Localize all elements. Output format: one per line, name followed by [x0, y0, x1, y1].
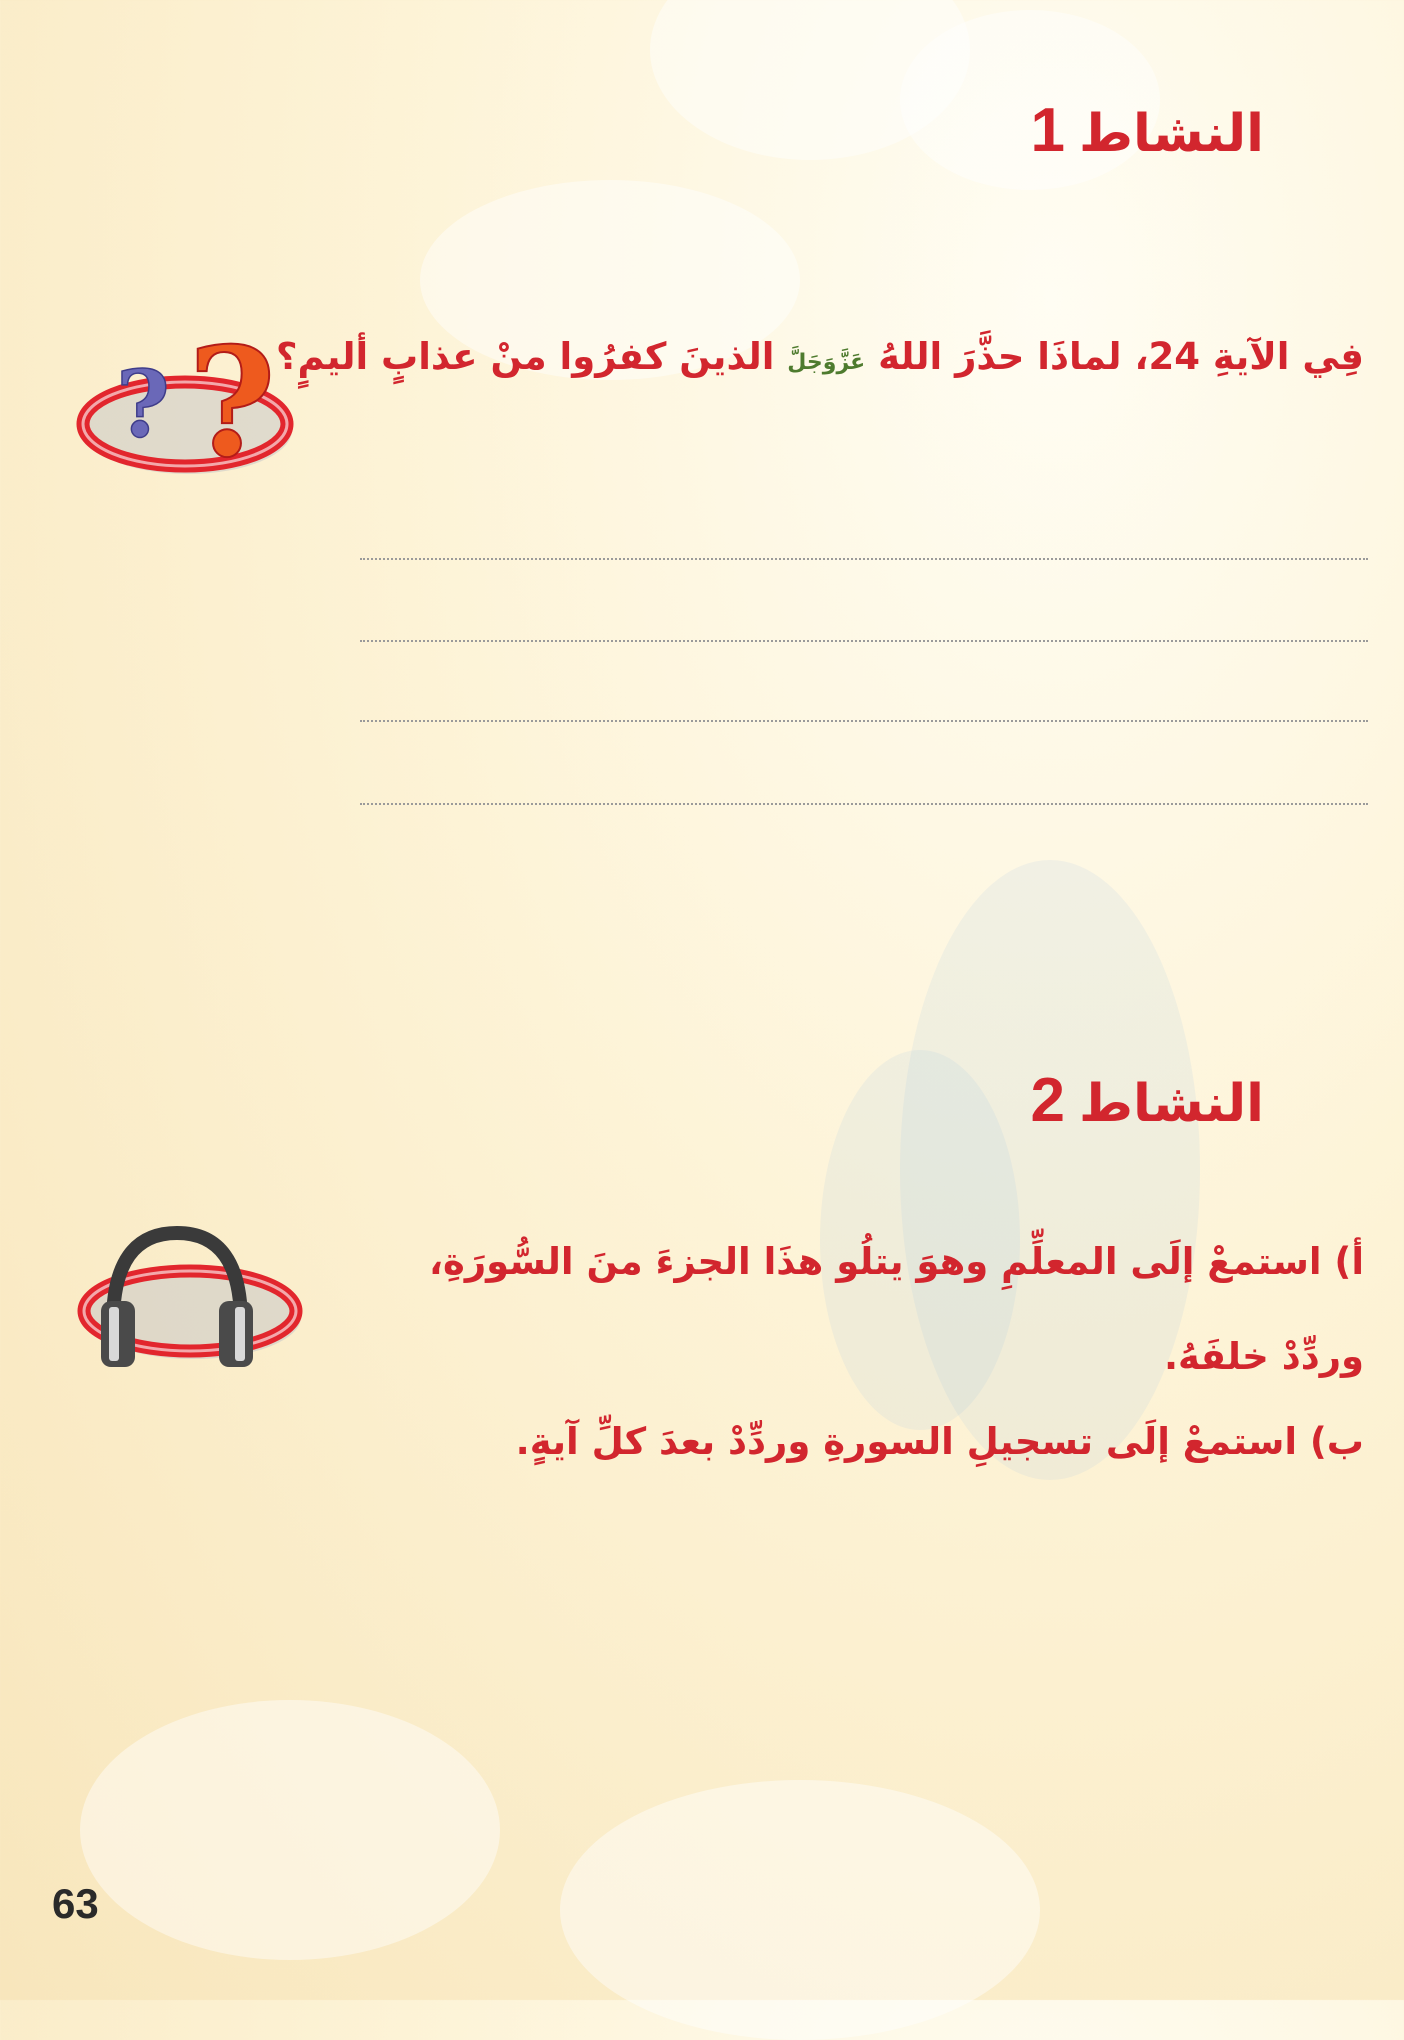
- background-cloud: [80, 1700, 500, 1960]
- activity-2-title: النشاط: [1078, 1074, 1264, 1134]
- svg-text:?: ?: [116, 350, 170, 458]
- activity-1-question: [276, 335, 1364, 378]
- svg-text:?: ?: [188, 315, 276, 490]
- instruction-a-line-1: أ) استمعْ إلَى المعلِّمِ وهوَ يتلُو هذَا الجزءَ منَ السُّورَةِ،: [428, 1240, 1364, 1283]
- instruction-a-line-2: وردِّدْ خلفَهُ.: [1163, 1335, 1364, 1378]
- question-text-end: الذينَ كفرُوا منْ عذابٍ أليمٍ؟: [276, 335, 775, 378]
- answer-line[interactable]: [360, 720, 1368, 722]
- answer-line[interactable]: [360, 803, 1368, 805]
- answer-line[interactable]: [360, 640, 1368, 642]
- question-mark-icon: [70, 290, 300, 490]
- page-number: 63: [52, 1880, 99, 1927]
- honorific-glyph: عَزَّوَجَلَّ: [787, 350, 866, 375]
- activity-1-title: النشاط: [1078, 104, 1264, 164]
- activity-1-number: 1: [1030, 96, 1065, 165]
- headphones-icon: [75, 1205, 315, 1375]
- background-cloud: [560, 1780, 1040, 2040]
- answer-line[interactable]: [360, 558, 1368, 560]
- instruction-b: ب) استمعْ إلَى تسجيلِ السورةِ وردِّدْ بعدَ كلِّ آيةٍ.: [515, 1420, 1364, 1463]
- activity-2-number: 2: [1030, 1066, 1065, 1135]
- activity-1-heading: [1030, 95, 1264, 166]
- question-text-start: فِي الآيةِ 24، لماذَا حذَّرَ اللهُ: [878, 335, 1364, 378]
- activity-2-heading: [1030, 1065, 1264, 1136]
